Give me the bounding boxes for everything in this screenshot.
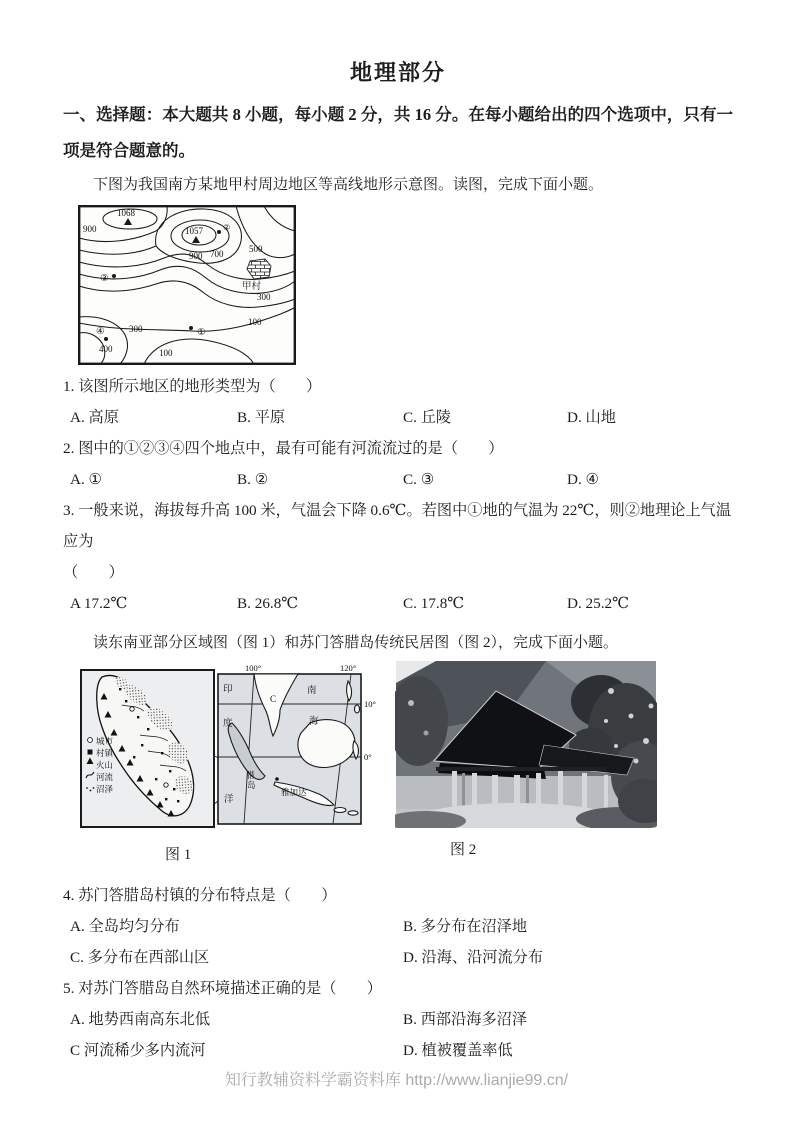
question-3-options [63,588,733,619]
svg-text:岛: 岛 [247,780,256,790]
legend-town-icon [88,750,93,755]
figure-row [78,661,733,864]
question-4-option-b: B. 多分布在沼泽地 [403,918,528,935]
svg-text:南: 南 [307,686,317,696]
question-3-option-a: A 17.2℃ [70,595,128,612]
legend-city-label: 城市 [96,736,114,746]
question-2-option-d: D. ④ [567,471,600,488]
point-2-dot [217,230,221,234]
point-1-dot [189,326,193,330]
legend-river-label: 河流 [96,772,114,782]
svg-text:100°: 100° [245,663,262,673]
svg-text:120°: 120° [340,663,357,673]
svg-text:洋: 洋 [224,795,234,805]
question-1-option-d: D. 山地 [567,409,616,426]
question-3-option-b: B. 26.8℃ [237,595,299,612]
page-title: 地理部分 [349,60,446,85]
question-2-option-c: C. ③ [403,471,435,488]
fig1-caption: 图 1 [165,847,192,863]
svg-text:③: ③ [100,274,109,284]
question-4-text: 4. 苏门答腊岛村镇的分布特点是（ ） [63,887,337,904]
svg-text:700: 700 [210,249,224,259]
question-2-options [63,464,733,495]
jakarta-dot [275,777,279,781]
legend-swamp-label: 沼泽 [96,784,114,794]
question-4-option-d: D. 沿海、沿河流分布 [403,949,544,966]
question-1-option-b: B. 平原 [237,409,286,426]
question-1-text: 1. 该图所示地区的地形类型为（ ） [63,378,322,395]
svg-text:100: 100 [248,317,262,327]
question-4-options [63,911,733,973]
question-5-option-b: B. 西部沿海多沼泽 [403,1011,528,1028]
fig2-block [395,661,657,859]
fig2-dwelling-photo [395,661,657,828]
watermark-footer: 知行教辅资料学霸资料库 http://www.lianjie99.cn/ [224,1072,569,1089]
svg-text:②: ② [223,223,231,232]
fig1-region-map [78,661,390,833]
village-label: 甲村 [242,282,262,292]
fig1-region-panel [218,663,376,824]
svg-text:腊: 腊 [246,770,255,780]
svg-text:100: 100 [159,348,173,358]
passage-intro-contour: 下图为我国南方某地甲村周边地区等高线地形示意图。读图，完成下面小题。 [93,177,604,193]
svg-text:1068: 1068 [117,208,135,218]
legend-volcano-label: 火山 [96,760,114,770]
point-4-dot [104,337,108,341]
question-3-option-d: D. 25.2℃ [567,595,630,612]
question-5-option-d: D. 植被覆盖率低 [403,1042,513,1059]
svg-text:10°: 10° [364,699,376,709]
svg-text:0°: 0° [364,752,372,762]
question-4-option-a: A. 全岛均匀分布 [70,918,180,935]
question-2-option-a: A. ① [70,471,103,488]
question-4-option-c: C. 多分布在西部山区 [70,949,210,966]
svg-text:印: 印 [223,685,233,695]
question-5-option-c: C 河流稀少多内流河 [70,1042,206,1059]
city-marker [130,707,134,711]
svg-text:400: 400 [99,344,113,354]
svg-text:海: 海 [309,717,319,727]
point-3-dot [112,274,116,278]
legend-city-icon [88,738,93,743]
contour-map-svg [78,205,296,365]
question-1-option-c: C. 丘陵 [403,409,452,426]
city-marker [164,783,168,787]
svg-text:300: 300 [129,324,143,334]
svg-text:900: 900 [83,224,97,234]
question-2-text: 2. 图中的①②③④四个地点中，最有可能有河流流过的是（ ） [63,440,504,457]
question-5-text: 5. 对苏门答腊岛自然环境描述正确的是（ ） [63,980,382,997]
question-1-options [63,402,733,433]
question-1-option-a: A. 高原 [70,409,119,426]
fig2-caption: 图 2 [450,842,477,858]
section-header: 一、选择题：本大题共 8 小题，每小题 2 分，共 16 分。在每小题给出的四个选项中，只有一项是符合题意的。 [63,105,733,160]
contour-map-figure [78,205,296,365]
svg-text:300: 300 [257,292,271,302]
question-2-option-b: B. ② [237,471,269,488]
question-5-option-a: A. 地势西南高东北低 [70,1011,211,1028]
passage-intro-sea: 读东南亚部分区域图（图 1）和苏门答腊岛传统民居图（图 2），完成下面小题。 [93,635,619,651]
question-5-options [63,1004,733,1066]
svg-text:C: C [270,694,277,704]
legend-town-label: 村镇 [96,748,114,758]
question-3-text-line2: （ ） [63,564,124,581]
svg-text:雅加达: 雅加达 [281,787,307,797]
svg-text:度: 度 [223,719,233,729]
question-3-option-c: C. 17.8℃ [403,595,465,612]
fig1-block [78,661,390,864]
svg-text:1057: 1057 [185,226,203,236]
svg-text:900: 900 [189,251,203,261]
svg-text:500: 500 [249,244,263,254]
fig1-sumatra-panel [81,670,214,827]
svg-text:④: ④ [96,327,105,337]
svg-text:①: ① [197,328,206,338]
question-3-text: 3. 一般来说，海拔每升高 100 米，气温会下降 0.6℃。若图中①地的气温为 22℃，则②地理论上气温应为 [63,502,732,550]
